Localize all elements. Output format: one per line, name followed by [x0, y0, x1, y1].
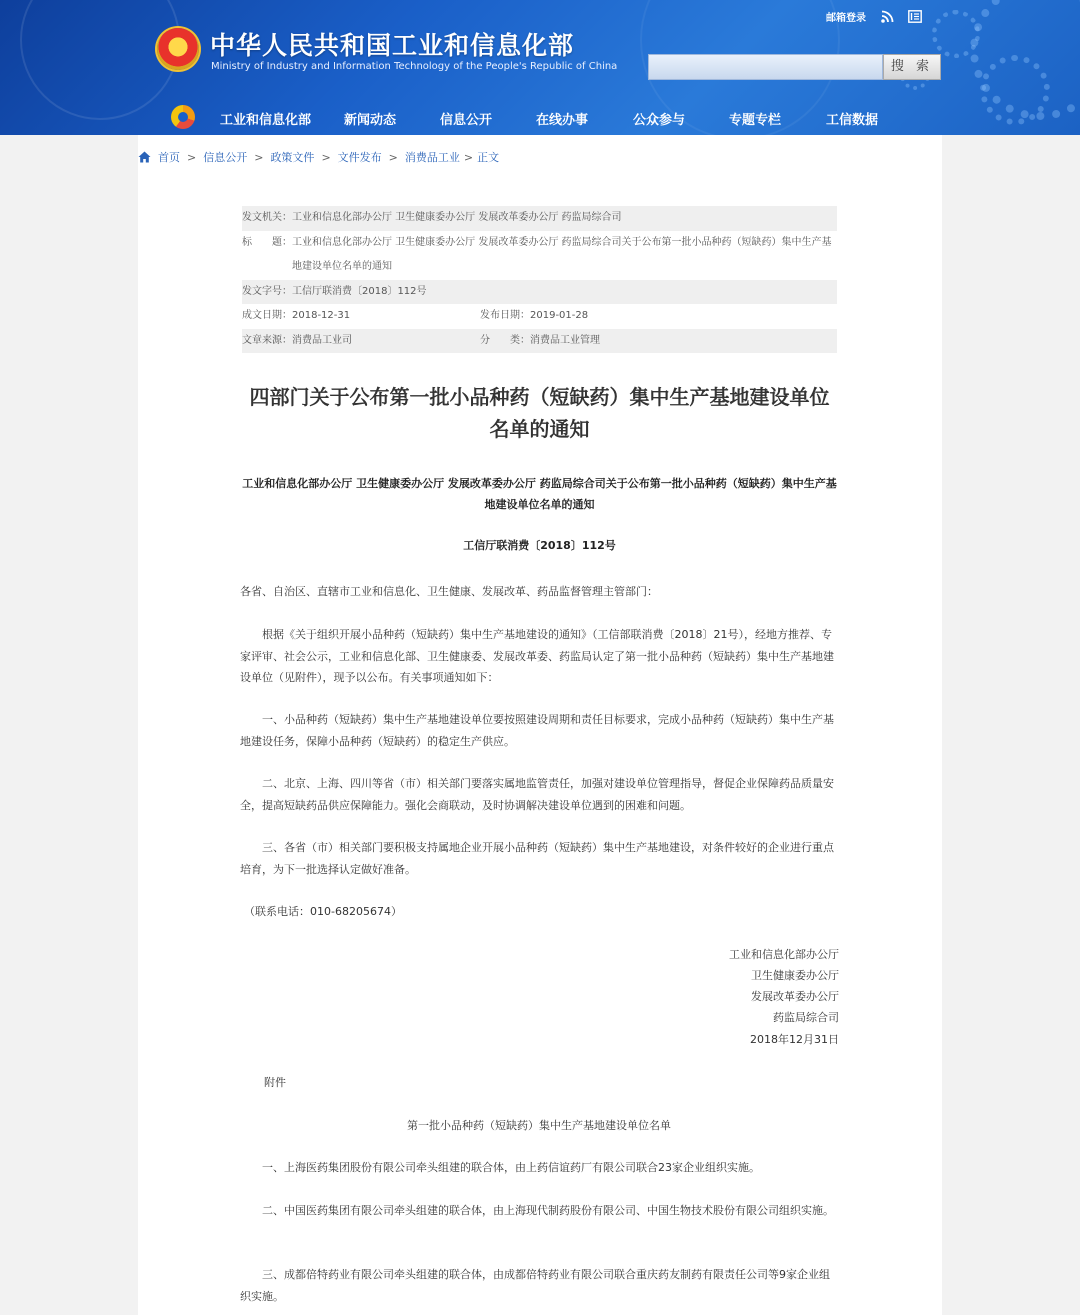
- nav-item-info-public[interactable]: 信息公开: [440, 113, 493, 128]
- breadcrumb-separator: >: [321, 150, 331, 164]
- meta-value: 2019-01-28: [530, 310, 589, 321]
- breadcrumb-info-public[interactable]: 信息公开: [203, 151, 248, 164]
- signer-line: 药监局综合司: [773, 1011, 839, 1024]
- signature-date: 2018年12月31日: [750, 1033, 839, 1046]
- attachment-item: 三、成都倍特药业有限公司牵头组建的联合体，由成都倍特药业有限公司联合重庆药友制药有限责任公司等9家企业组织实施。: [240, 1268, 830, 1303]
- meta-row-issuer: [242, 206, 837, 231]
- body-paragraph: 根据《关于组织开展小品种药（短缺药）集中生产基地建设的通知》（工信部联消费〔2018〕21号），经地方推荐、专家评审、社会公示，工业和信息化部、卫生健康委、发展改革委、药监局认定了第一批小品种药（短缺药）集中生产基地建设单位（见附件），现予以公布。有关事项通知如下：: [240, 628, 834, 684]
- meta-value: 消费品工业司: [292, 334, 352, 346]
- miit-logo-icon[interactable]: [171, 105, 195, 129]
- meta-row-source: [242, 329, 837, 354]
- breadcrumb-home[interactable]: 首页: [158, 151, 180, 164]
- nav-item-online-service[interactable]: 在线办事: [536, 113, 589, 128]
- nav-item-news[interactable]: 新闻动态: [344, 113, 397, 128]
- accessibility-icon[interactable]: [908, 10, 922, 24]
- breadcrumb-policy-docs[interactable]: 政策文件: [270, 151, 315, 164]
- meta-label: 发文字号：: [242, 285, 292, 297]
- meta-label: 发文机关：: [242, 212, 292, 223]
- signer-line: 卫生健康委办公厅: [751, 969, 839, 982]
- site-name[interactable]: 中华人民共和国工业和信息化部: [210, 31, 575, 60]
- meta-value: 工信厅联消费〔2018〕112号: [292, 285, 427, 297]
- body-paragraph: 二、北京、上海、四川等省（市）相关部门要落实属地监管责任，加强对建设单位管理指导，督促企业保障药品质量安全，提高短缺药品供应保障能力。强化会商联动，及时协调解决建设单位遇到的困难和问题。: [240, 777, 834, 812]
- meta-label: 成文日期：: [242, 310, 292, 321]
- breadcrumb-separator: >: [254, 150, 264, 164]
- nav-item-data[interactable]: 工信数据: [826, 113, 879, 128]
- site-header: [0, 0, 1080, 135]
- search-input[interactable]: [648, 54, 883, 80]
- attachment-title: 第一批小品种药（短缺药）集中生产基地建设单位名单: [407, 1119, 671, 1132]
- attachment-item: 二、中国医药集团有限公司牵头组建的联合体，由上海现代制药股份有限公司、中国生物技术股份有限公司组织实施。: [262, 1204, 834, 1217]
- meta-label: 标 题：: [242, 236, 292, 248]
- addressee-paragraph: 各省、自治区、直辖市工业和信息化、卫生健康、发展改革、药品监督管理主管部门：: [240, 585, 658, 598]
- meta-value: 消费品工业管理: [530, 334, 600, 346]
- meta-row-title: [242, 231, 837, 280]
- document-subtitle: 工业和信息化部办公厅 卫生健康委办公厅 发展改革委办公厅 药监局综合司关于公布第一批小品种药（短缺药）集中生产基地建设单位名单的通知: [242, 477, 837, 511]
- breadcrumb-separator: >: [463, 150, 474, 164]
- gear-decoration-icon: [932, 10, 980, 58]
- document-title: 四部门关于公布第一批小品种药（短缺药）集中生产基地建设单位名单的通知: [249, 385, 830, 441]
- breadcrumb-separator: >: [187, 150, 197, 164]
- meta-value: 2018-12-31: [292, 310, 351, 321]
- rss-icon[interactable]: [880, 10, 894, 24]
- top-links: [826, 9, 922, 24]
- national-emblem-icon[interactable]: [157, 28, 199, 70]
- meta-value: 工业和信息化部办公厅 卫生健康委办公厅 发展改革委办公厅 药监局综合司关于公布第一批小品种药（短缺药）集中生产基地建设单位名单的通知: [292, 236, 832, 272]
- breadcrumb-consumer-goods[interactable]: 消费品工业: [404, 151, 460, 164]
- breadcrumb: [138, 149, 499, 165]
- attachment-label: 附件: [264, 1076, 286, 1089]
- document-meta-table: [242, 206, 837, 353]
- attachment-item: 一、上海医药集团股份有限公司牵头组建的联合体，由上药信谊药厂有限公司联合23家企业组织实施。: [262, 1161, 760, 1174]
- search-button[interactable]: 搜 索: [883, 54, 941, 80]
- body-paragraph: 三、各省（市）相关部门要积极支持属地企业开展小品种药（短缺药）集中生产基地建设，对条件较好的企业进行重点培育，为下一批选择认定做好准备。: [240, 841, 834, 876]
- nav-item-public-participation[interactable]: 公众参与: [633, 113, 686, 128]
- article-content: [138, 175, 942, 1315]
- breadcrumb-separator: >: [388, 150, 398, 164]
- main-nav: [0, 100, 1080, 135]
- nav-item-special-topics[interactable]: 专题专栏: [729, 113, 782, 128]
- meta-label: 发布日期：: [480, 310, 530, 321]
- breadcrumb-current: 正文: [477, 151, 500, 164]
- signer-line: 发展改革委办公厅: [751, 990, 839, 1003]
- contact-phone: （联系电话：010-68205674）: [244, 905, 402, 918]
- signer-line: 工业和信息化部办公厅: [729, 948, 839, 961]
- breadcrumb-bar: [138, 135, 942, 175]
- mail-login-link[interactable]: 邮箱登录: [826, 13, 866, 24]
- breadcrumb-doc-release[interactable]: 文件发布: [337, 151, 382, 164]
- document-number: 工信厅联消费〔2018〕112号: [463, 539, 616, 552]
- body-paragraph: 一、小品种药（短缺药）集中生产基地建设单位要按照建设周期和责任目标要求，完成小品种药（短缺药）集中生产基地建设任务，保障小品种药（短缺药）的稳定生产供应。: [240, 713, 834, 748]
- meta-row-dates: [242, 304, 837, 329]
- meta-label: 文章来源：: [242, 334, 292, 346]
- meta-row-docno: [242, 280, 837, 305]
- meta-value: 工业和信息化部办公厅 卫生健康委办公厅 发展改革委办公厅 药监局综合司: [292, 212, 622, 223]
- site-english-name: Ministry of Industry and Information Technology of the People's Republic of China: [211, 61, 618, 72]
- home-icon[interactable]: [138, 151, 151, 163]
- nav-item-ministry[interactable]: 工业和信息化部: [220, 113, 312, 128]
- meta-label: 分 类：: [480, 334, 530, 346]
